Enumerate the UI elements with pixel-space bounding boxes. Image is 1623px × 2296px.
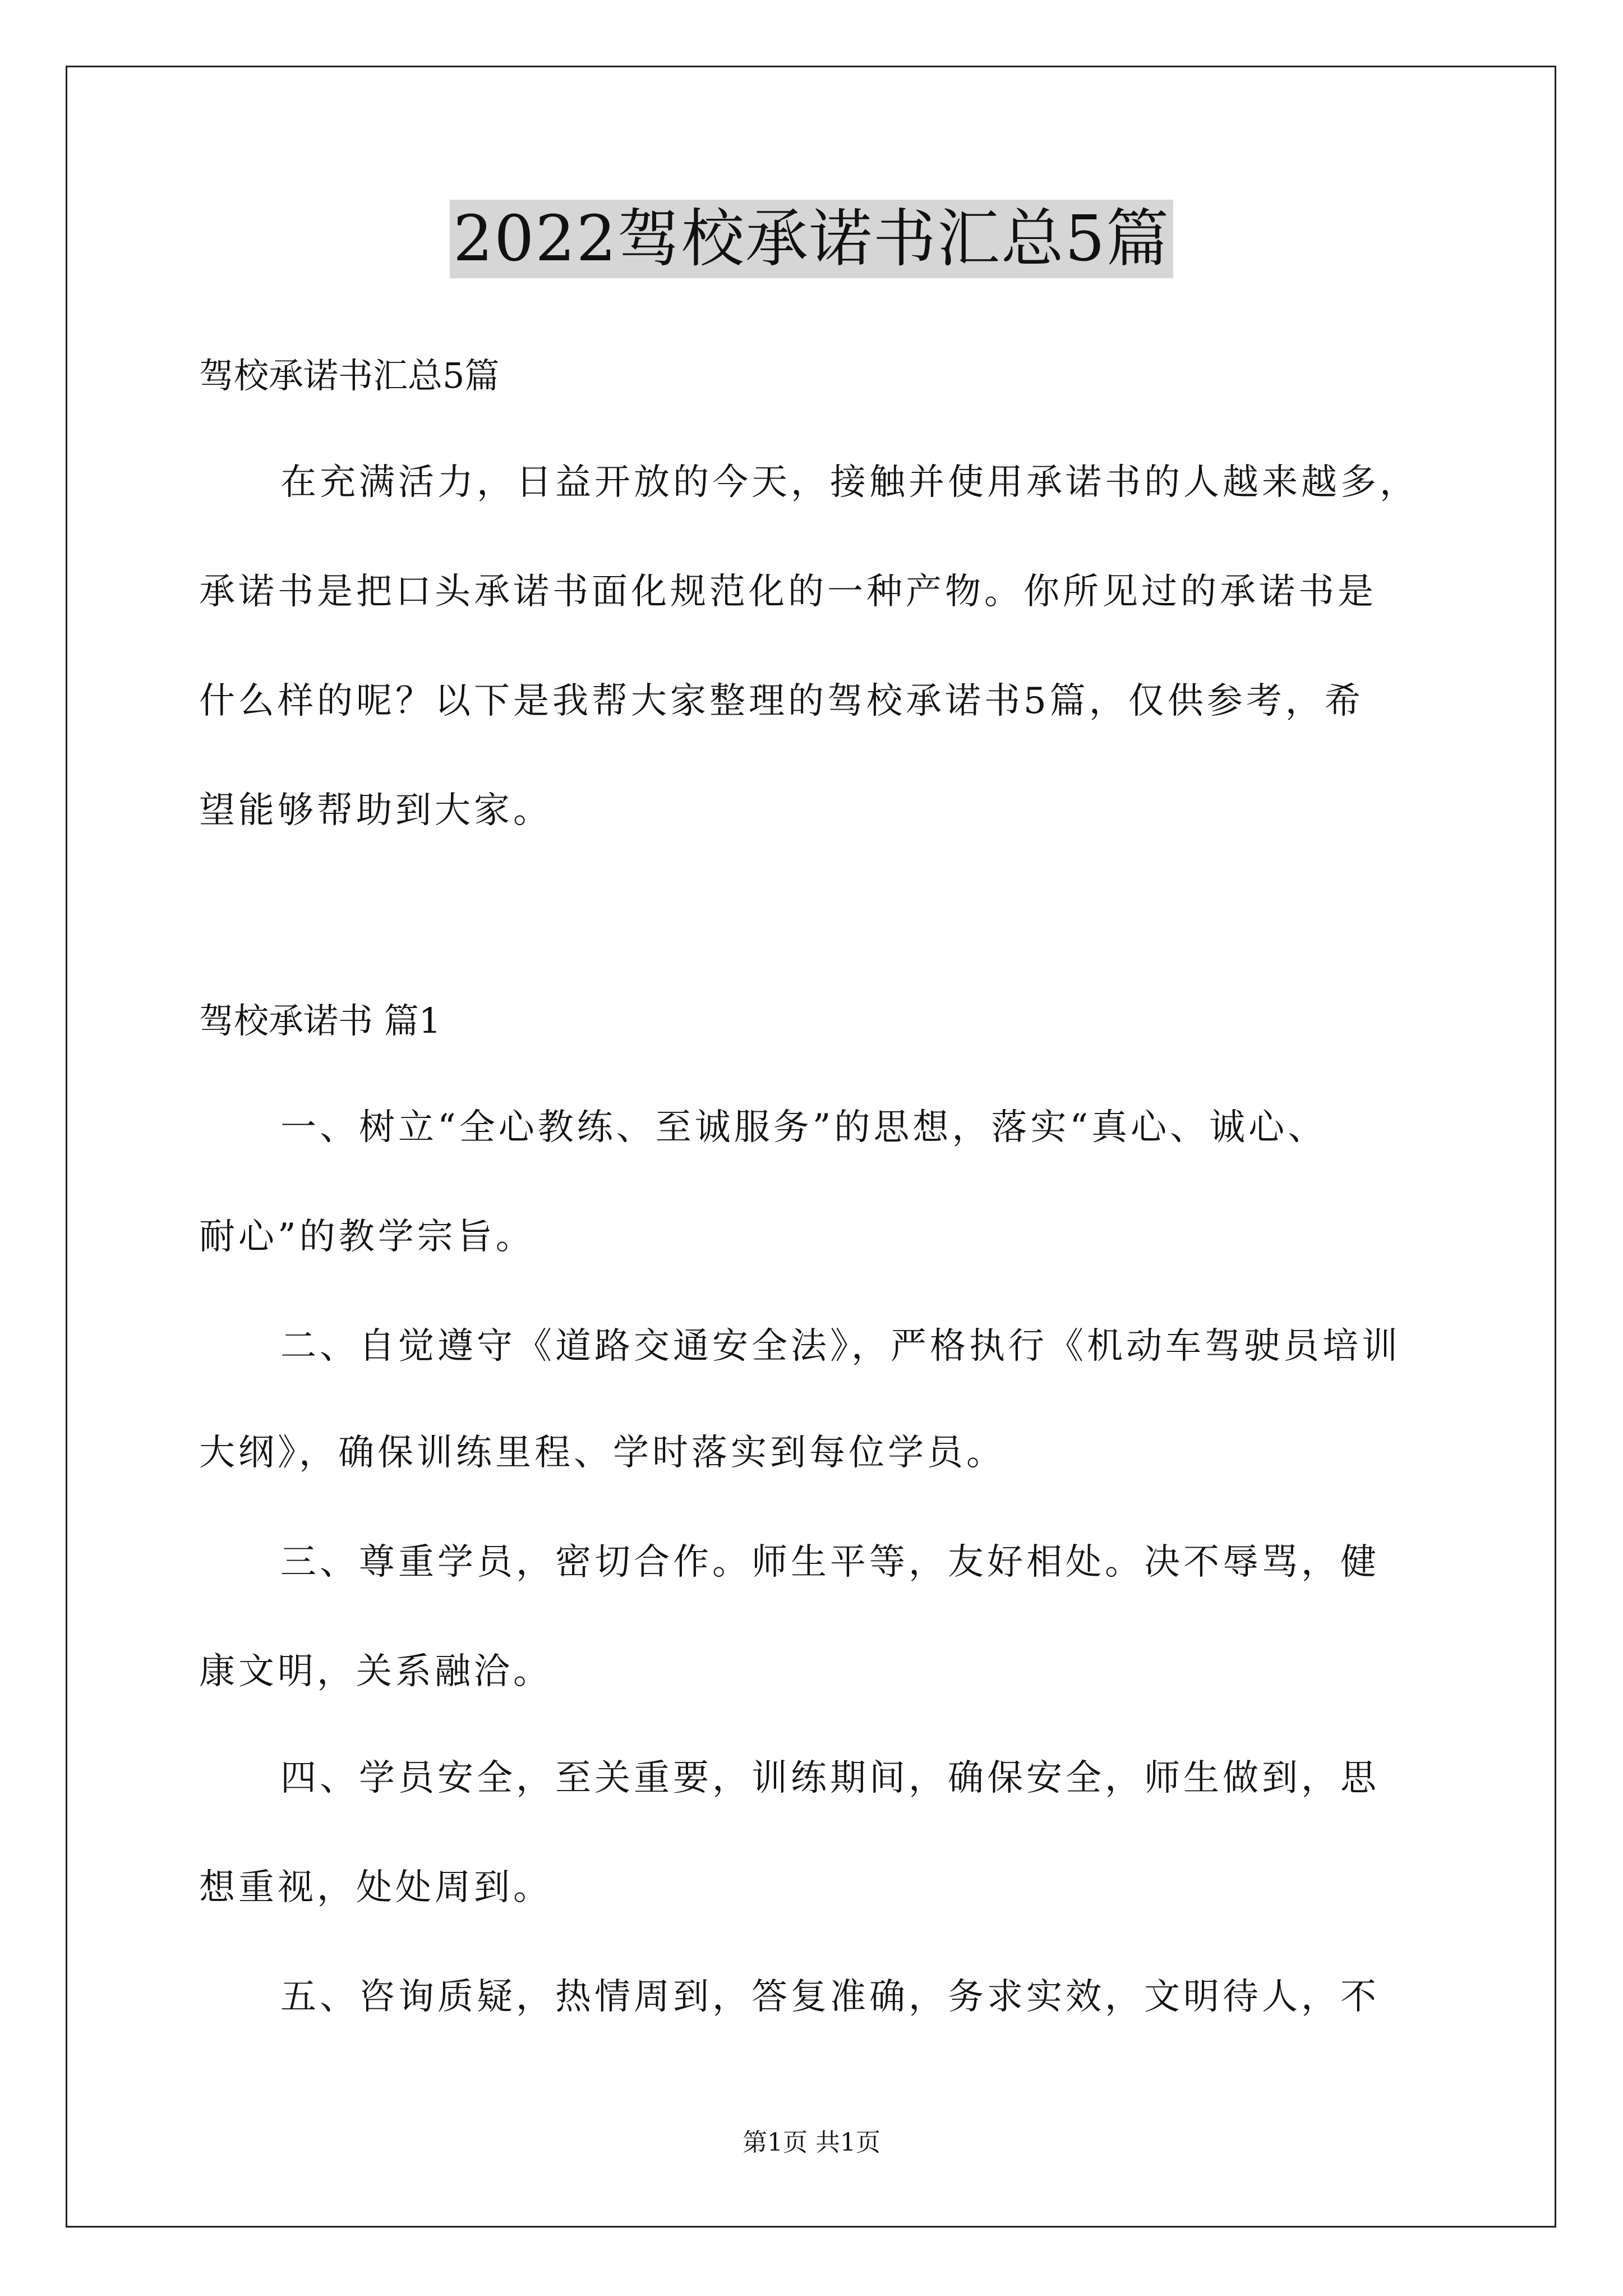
section-heading: 驾校承诺书 篇1	[199, 1000, 441, 1041]
intro-line: 什么样的呢？以下是我帮大家整理的驾校承诺书5篇，仅供参考，希	[199, 680, 1364, 722]
body-line: 大纲》，确保训练里程、学时落实到每位学员。	[199, 1432, 1006, 1474]
title-container	[0, 200, 1623, 278]
page-footer: 第1页 共1页	[743, 2128, 880, 2157]
body-line: 一、树立“全心教练、至诚服务”的思想，落实“真心、诚心、	[280, 1107, 1327, 1148]
body-line: 三、尊重学员，密切合作。师生平等，友好相处。决不辱骂，健	[280, 1542, 1380, 1583]
document-title: 2022驾校承诺书汇总5篇	[450, 200, 1173, 278]
body-line: 五、咨询质疑，热情周到，答复准确，务求实效，文明待人，不	[280, 1976, 1380, 2018]
document-subtitle: 驾校承诺书汇总5篇	[199, 355, 500, 396]
body-line: 康文明，关系融洽。	[199, 1651, 552, 1692]
intro-line: 在充满活力，日益开放的今天，接触并使用承诺书的人越来越多，	[280, 462, 1419, 503]
body-line: 四、学员安全，至关重要，训练期间，确保安全，师生做到，思	[280, 1757, 1380, 1799]
body-line: 耐心”的教学宗旨。	[199, 1216, 535, 1258]
body-line: 二、自觉遵守《道路交通安全法》，严格执行《机动车驾驶员培训	[280, 1326, 1401, 1367]
intro-line: 望能够帮助到大家。	[199, 790, 552, 831]
body-line: 想重视，处处周到。	[199, 1867, 552, 1908]
intro-line: 承诺书是把口头承诺书面化规范化的一种产物。你所见过的承诺书是	[199, 571, 1377, 613]
